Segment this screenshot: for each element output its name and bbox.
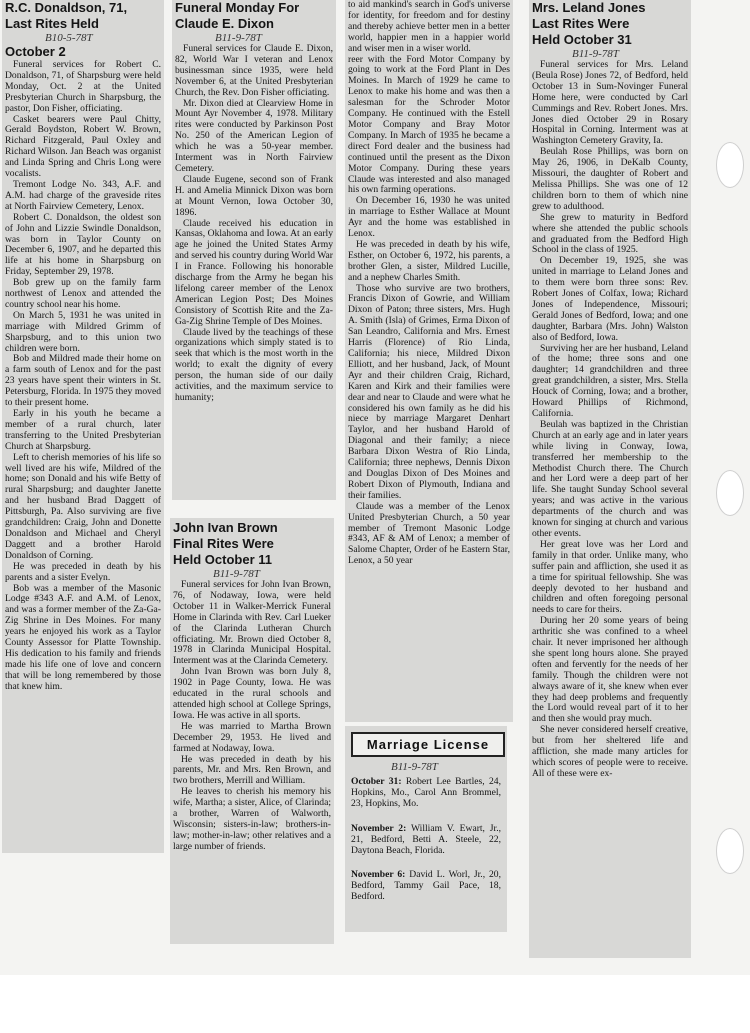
paragraph: Claude received his education in Kansas, Oklahoma and Iowa. At an early age he joined the United States Army and served his country during World War I in France. Following his honorable discharge from the Army he began his lifelong career member of the Lenox American Legion Post; Des Moines Consistory of Scottish Rite and the Za-Ga-Zig Shrine Temple of Des Moines. <box>175 217 333 327</box>
paragraph: He was preceded in death by his wife, Esther, on October 6, 1972, his parents, a brother Glen, a sister, Mildred Lucille, and a nephew Charles Smith. <box>348 238 510 283</box>
license-entry <box>351 777 501 810</box>
license-text: William V. Ewart, Jr., 21, Bedford, Betti A. Steele, 22, Daytona Beach, Florida. <box>351 822 501 856</box>
paragraph: Bob grew up on the family farm northwest of Lenox and attended the country school near his home. <box>5 277 161 310</box>
handwritten-note: B11-9-78T <box>572 48 619 60</box>
article-body <box>348 0 510 567</box>
paragraph: John Ivan Brown was born July 8, 1902 in Page County, Iowa. He was educated in the rural schools and attended high school at College Springs, Iowa. He was active in all sports. <box>173 666 331 721</box>
paragraph: On December 19, 1925, she was united in marriage to Leland Jones and to them were born three sons: Rev. Robert Jones of Colfax, Iowa; Richard Jones of Independence, Missouri; Gerald Jones of Bedford, Iowa; and one daughter, Barbara (Mrs. John) Walston also of Bedford, Iowa. <box>532 255 688 343</box>
binder-hole <box>716 142 744 188</box>
paragraph: Funeral services for Claude E. Dixon, 82, World War I veteran and Lenox businessman since 1935, were held November 6, at the United Presbyterian Church, the Rev. Don Fisher officiating. <box>175 43 333 98</box>
headline-top: John Ivan Brown <box>173 520 278 535</box>
paragraph: Those who survive are two brothers, Francis Dixon of Gowrie, and William Dixon of Paton; three sisters, Mrs. Hugh A. Smith (Isla) of Grimes, Erma Dixon of San Leandro, California and Mrs. Ernest Harris (Florence) of Rio Linda, California; his niece, Mildred Dixon Elliott, and her husband, Jack, of Mount Ayr and their children Craig, Richard, Karen and Kirk and their families were dear and near to Claude and were what he considered his own family as he did his niece by marriage Margaret Denhart Taylor, and her husband Harold of Diagonal and their family; a niece Barbara Dixon Westra of Rio Linda, California; three nephews, Dennis Dixon and Douglas Dixon of Des Moines and Robert Dixon of Plymouth, Indiana and their families. <box>348 282 510 501</box>
headline-date: Held October 31 <box>532 32 632 47</box>
paragraph: reer with the Ford Motor Company by going to work at the Ford Plant in Des Moines. In March of 1929 he came to Lenox to make his home and was then a salesman for the Schroder Motor Company. He continued with the Estell Motor Company and Bray Motor Company. In March of 1935 he became a direct Ford dealer and the business had continued until the present as the Dixon Motor Company. During these years Claude was interested and also managed his own farming operations. <box>348 53 510 196</box>
paragraph: Funeral services for Robert C. Donaldson, 71, of Sharpsburg were held Monday, Oct. 2 at the United Presbyterian Church in Sharpsburg, the pastor, Don Fisher, officiating. <box>5 59 161 114</box>
paragraph: Her great love was her Lord and family in that order. Unlike many, who suffer pain and affliction, she used it as a time for spiritual fellowship. She was deeply devoted to her husband and children and often foregoing personal needs to care for theirs. <box>532 538 688 616</box>
license-list <box>351 777 501 903</box>
handwritten-note: B11-9-78T <box>213 568 260 580</box>
paragraph: Left to cherish memories of his life so well lived are his wife, Mildred of the home; son Donald and his wife Betty of rural Sharpsburg; and daughter Janette and her husband Brad Daggett of Pittsburgh, Pa. Also surviving are five grandchildren: Craig, John and Donette Donaldson and Michael and Cheryl Daggett and a brother Harold Donaldson of Corning. <box>5 451 161 561</box>
license-date: November 2: <box>351 822 407 834</box>
paragraph: She grew to maturity in Bedford where she attended the public schools and graduated from the Bedford High School in the class of 1925. <box>532 211 688 256</box>
headline-bottom: Last Rites Were <box>532 16 630 31</box>
paragraph: He was preceded in death by his parents and a sister Evelyn. <box>5 560 161 583</box>
binder-hole <box>716 828 744 874</box>
handwritten-note: B10-5-78T <box>45 32 93 44</box>
article-body <box>532 60 688 780</box>
paragraph: On December 16, 1930 he was united in marriage to Esther Wallace at Mount Ayr and the home was established in Lenox. <box>348 195 510 240</box>
paragraph: She never considered herself creative, but from her sheltered life and affliction, she made many articles for which scores of people were to receive. All of these were ex- <box>532 724 688 779</box>
headline-bottom: Final Rites Were <box>173 536 274 551</box>
license-entry <box>351 824 501 857</box>
paragraph: to aid mankind's search in God's universe for identity, for freedom and for destiny and thereby achieve better men in a better world, happier men in a happier world and wiser men in a wiser world. <box>348 0 510 54</box>
paragraph: Claude was a member of the Lenox United Presbyterian Church, a 50 year member of Tremont Masonic Lodge #343, AF & AM of Lenox; a member of Salome Chapter, Order of he Eastern Star, Lenox, a 50 year <box>348 500 510 567</box>
license-text: Robert Lee Bartles, 24, Hopkins, Mo., Carol Ann Brommel, 23, Hopkins, Mo. <box>351 776 501 809</box>
obituary-clipping-dixon <box>172 0 336 500</box>
marriage-license-clipping <box>345 726 507 932</box>
paragraph: Beulah Rose Phillips, was born on May 26, 1906, in DeKalb County, Missouri, the daughter of Robert and Melissa Phillips. She was one of 12 children born to them of which nine grew to adulthood. <box>532 146 688 212</box>
obituary-clipping-brown <box>170 518 334 944</box>
paragraph: During her 20 some years of being arthritic she was confined to a wheel chair. It never imprisoned her although she spent long hours alone. She prayed often and fervently for the needs of her family. Though the children were not always aware of it, she knew when ever they had deep problems and frequently the Lord would reveal part of it to her and then she would pray much. <box>532 615 688 725</box>
license-text: David L. Worl, Jr., 20, Bedford, Tammy Gail Pace, 18, Bedford. <box>351 869 501 903</box>
headline-top: Funeral Monday For <box>175 0 300 15</box>
binder-hole <box>716 470 744 516</box>
paragraph: On March 5, 1931 he was united in marriage with Mildred Grimm of Sharpsburg, and to this union two children were born. <box>5 309 161 354</box>
handwritten-note: B11-9-78T <box>215 32 262 44</box>
paragraph: Mr. Dixon died at Clearview Home in Mount Ayr November 4, 1978. Military rites were conducted by Parkinson Post No. 250 of the American Legion of which he was a 50-year member. Interment was in North Fairview Cemetery. <box>175 97 333 174</box>
article-body <box>175 44 333 404</box>
headline-date: Held October 11 <box>173 552 272 567</box>
paragraph: Surviving her are her husband, Leland of the home; three sons and one daughter; 14 grandchildren and three great grandchildren, a sister, Mrs. Stella Houck of Corning, Iowa; and a brother, Howard Phillips of Richmond, California. <box>532 342 688 419</box>
paragraph: Funeral services for Mrs. Leland (Beula Rose) Jones 72, of Bedford, held October 13 in Sum-Novinger Funeral Home here, were conducted by Carl Cummings and Rev. Robert Jones. Mrs. Jones died October 29 in Rosary Hospital in Corning. Interment was at Washington Cemetery Gravity, Ia. <box>532 59 688 147</box>
marriage-license-heading: Marriage License <box>351 732 505 757</box>
paragraph: Beulah was baptized in the Christian Church at an early age and in later years while living in Conway, Iowa, transferred her membership to the Methodist Church there. The Church and her Lord were a deep part of her life. She taught Sunday School several years; and was active in the various departments of the church and was known for singing at church and various other events. <box>532 418 688 539</box>
paragraph: Casket bearers were Paul Chitty, Gerald Boydston, Robert W. Brown, Richard Fitzgerald, Paul Oxley and Richard Wilson. Jan Beach was organist and Linda Spring and Chris Long were vocalists. <box>5 113 161 180</box>
paragraph: Tremont Lodge No. 343, A.F. and A.M. had charge of the graveside rites at North Fairview Cemetery, Lenox. <box>5 178 161 212</box>
handwritten-note: B11-9-78T <box>391 761 438 773</box>
paragraph: Funeral services for John Ivan Brown, 76, of Nodaway, Iowa, were held October 11 in Walker-Merrick Funeral Home in Clarinda with Rev. Carl Lueker of the Clarinda Lutheran Church officiating. Mr. Brown died October 8, 1978 in Clarinda Municipal Hospital. Interment was at the Clarinda Cemetery. <box>173 579 331 667</box>
article-body <box>5 60 161 693</box>
license-date: November 6: <box>351 869 406 881</box>
paragraph: Bob was a member of the Masonic Lodge #343 A.F. and A.M. of Lenox, and was a former member of the Za-Ga-Zig Shrine in Des Moines. For many years he enjoyed his work as a Taylor County Assessor for Platte Township. His dedication to his family and friends made his life one of love and concern that will be long remembered by those that knew him. <box>5 582 161 692</box>
paragraph: Robert C. Donaldson, the oldest son of John and Lizzie Swindle Donaldson, was born in Taylor County on December 6, 1907, and he departed this life at his home in Sharpsburg on Friday, September 29, 1978. <box>5 211 161 278</box>
paragraph: He was preceded in death by his parents, Mr. and Mrs. Ren Brown, and two brothers, Merrill and William. <box>173 753 331 787</box>
paragraph: Claude lived by the teachings of these organizations which simply stated is to seek that which is the most worth in the world; to exalt the dignity of every person, the human side of our daily activities, and the maximum service to humanity; <box>175 326 333 403</box>
headline-bottom: Claude E. Dixon <box>175 16 274 31</box>
headline-date: October 2 <box>5 44 66 59</box>
obituary-clipping-jones <box>529 0 691 958</box>
paragraph: Bob and Mildred made their home on a farm south of Lenox and for the past 23 years have spent their winters in St. Petersburg, Florida. In 1975 they moved to their present home. <box>5 353 161 409</box>
paragraph: He leaves to cherish his memory his wife, Martha; a sister, Alice, of Clarinda; a brother, Warren of Walworth, Wisconsin; sisters-in-law; brothers-in-law; mother-in-law; other relatives and a large number of friends. <box>173 786 331 852</box>
obituary-clipping-dixon-continued <box>345 0 513 722</box>
headline-bottom: Last Rites Held <box>5 16 99 31</box>
obituary-clipping-donaldson <box>2 0 164 853</box>
headline-top: R.C. Donaldson, 71, <box>5 0 128 15</box>
headline-top: Mrs. Leland Jones <box>532 0 646 15</box>
article-body <box>173 580 331 853</box>
license-date: October 31: <box>351 776 402 787</box>
paragraph: Claude Eugene, second son of Frank H. and Amelia Minnick Dixon was born at Mount Vernon, Iowa October 30, 1896. <box>175 173 333 218</box>
page-bottom-margin <box>0 975 750 1033</box>
paragraph: He was married to Martha Brown December 29, 1953. He lived and farmed at Nodaway, Iowa. <box>173 720 331 754</box>
paragraph: Early in his youth he became a member of a rural church, later transferring to the United Presbyterian Church at Sharpsburg. <box>5 408 161 452</box>
license-entry <box>351 870 501 903</box>
